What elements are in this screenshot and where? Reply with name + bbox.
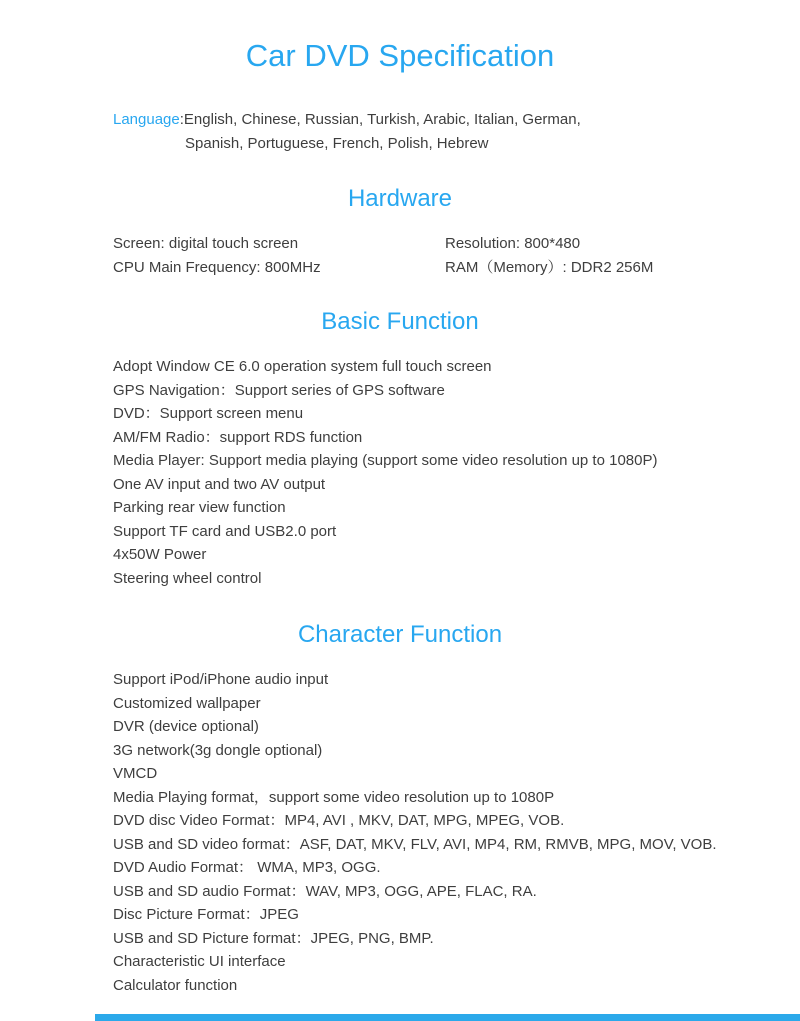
language-line1 [113, 108, 760, 132]
spec-line: USB and SD audio Format：WAV, MP3, OGG, APE, FLAC, RA. [113, 882, 537, 900]
character-function-heading: Character Function [297, 621, 503, 648]
language-line2: Spanish, Portuguese, French, Polish, Hebrew [185, 135, 489, 152]
spec-line: DVR (device optional) [113, 718, 259, 735]
spec-line: Steering wheel control [113, 569, 262, 587]
spec-line: 4x50W Power [113, 546, 207, 563]
hardware-row [113, 256, 760, 280]
spec-line: Support iPod/iPhone audio input [113, 671, 329, 688]
hardware-table [113, 232, 760, 280]
spec-line: Support TF card and USB2.0 port [113, 522, 337, 540]
spec-line: Media Playing format，support some video resolution up to 1080P [113, 788, 555, 806]
character-function-list [113, 668, 770, 997]
spec-line: One AV input and two AV output [113, 475, 326, 493]
spec-line: DVD Audio Format： WMA, MP3, OGG. [113, 859, 381, 876]
language-block [113, 108, 760, 156]
spec-line: Parking rear view function [113, 499, 286, 516]
spec-line: USB and SD Picture format：JPEG, PNG, BMP. [113, 929, 434, 947]
language-separator: : [179, 111, 184, 128]
language-label: Language [113, 111, 180, 128]
spec-line: VMCD [113, 765, 158, 782]
spec-line: DVD：Support screen menu [113, 405, 304, 422]
spec-line: Media Player: Support media playing (support some video resolution up to 1080P) [113, 452, 658, 469]
hardware-cell-screen: Screen: digital touch screen [113, 235, 299, 252]
hardware-cell-cpu: CPU Main Frequency: 800MHz [113, 259, 321, 276]
basic-function-list [113, 355, 770, 590]
spec-line: GPS Navigation：Support series of GPS software [113, 381, 445, 399]
bottom-blue-bar [95, 1014, 800, 1021]
spec-line: Customized wallpaper [113, 694, 261, 712]
spec-line: Characteristic UI interface [113, 953, 286, 970]
hardware-row [113, 232, 760, 256]
hardware-cell-ram: RAM（Memory）: DDR2 256M [445, 259, 654, 276]
spec-line: AM/FM Radio：support RDS function [113, 428, 363, 446]
spec-line: USB and SD video format：ASF, DAT, MKV, FLV, AVI, MP4, RM, RMVB, MPG, MOV, VOB. [113, 835, 717, 853]
spec-line: Disc Picture Format：JPEG [113, 906, 299, 923]
spec-line: Adopt Window CE 6.0 operation system full touch screen [113, 358, 492, 375]
hardware-cell-resolution: Resolution: 800*480 [445, 235, 581, 252]
spec-line: Calculator function [113, 976, 238, 994]
basic-function-heading: Basic Function [321, 308, 479, 335]
page-title: Car DVD Specification [245, 38, 555, 73]
hardware-heading: Hardware [347, 185, 453, 212]
spec-line: DVD disc Video Format：MP4, AVI , MKV, DAT, MPG, MPEG, VOB. [113, 812, 565, 829]
language-list-part1: English, Chinese, Russian, Turkish, Arabic, Italian, German, [183, 111, 581, 128]
spec-line: 3G network(3g dongle optional) [113, 741, 323, 759]
